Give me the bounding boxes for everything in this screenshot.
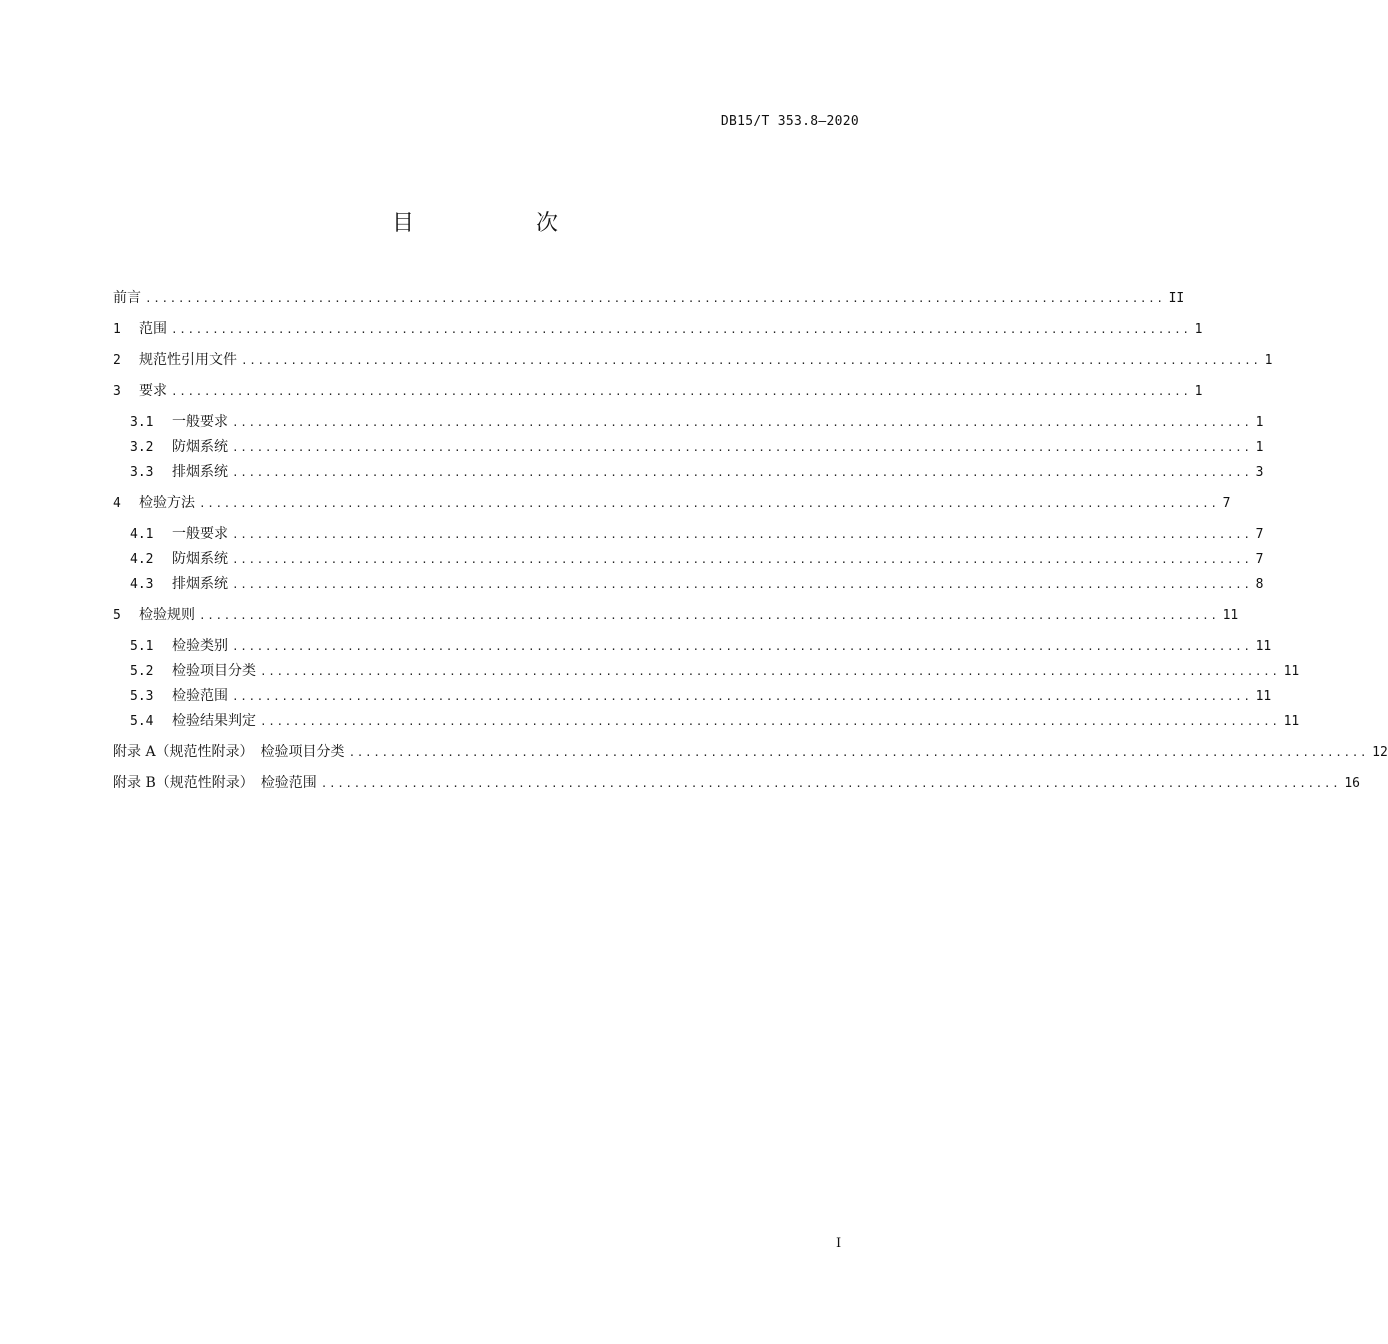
toc-entry-number: 3.3	[130, 465, 154, 480]
toc-dot-leader: ............................................................................................................................	[232, 441, 1252, 454]
toc-entry-label: 排烟系统	[172, 576, 228, 592]
toc-dot-leader: ............................................................................................................................	[199, 609, 1219, 622]
toc-dot-leader: ............................................................................................................................	[171, 323, 1191, 336]
toc-entry-label: 检验结果判定	[172, 713, 256, 729]
toc-entry-page: 1	[1255, 415, 1264, 430]
page-title: 目 次	[391, 211, 608, 236]
toc-dot-leader: ............................................................................................................................	[171, 385, 1191, 398]
toc-entry-page: 1	[1264, 353, 1273, 368]
toc-entry-4-2[interactable]	[130, 549, 1264, 569]
toc-entry-number: 3.2	[130, 440, 154, 455]
toc-dot-leader: ............................................................................................................................	[232, 553, 1252, 566]
toc-entry-page: 7	[1255, 552, 1264, 567]
standard-code: DB15/T 353.8—2020	[720, 114, 859, 129]
toc-entry-3-1[interactable]	[130, 412, 1264, 432]
toc-entry-page: 1	[1255, 440, 1264, 455]
toc-entry-number: 5.3	[130, 689, 154, 704]
toc-entry-page: 11	[1283, 714, 1300, 729]
toc-entry-label: 检验类别	[172, 638, 228, 654]
toc-entry-label: 前言	[113, 290, 141, 306]
toc-entry-label: 附录 A（规范性附录） 检验项目分类	[113, 744, 345, 760]
toc-entry-page: 7	[1255, 527, 1264, 542]
toc-entry-4-1[interactable]	[130, 524, 1264, 544]
toc-dot-leader: ............................................................................................................................	[320, 777, 1341, 790]
toc-dot-leader: ............................................................................................................................	[199, 497, 1219, 510]
toc-dot-leader: ............................................................................................................................	[232, 640, 1252, 653]
toc-entry-page: 11	[1255, 639, 1272, 654]
toc-entry-page: 1	[1194, 384, 1203, 399]
toc-dot-leader: ............................................................................................................................	[260, 715, 1280, 728]
toc-entry-number: 3	[113, 384, 121, 399]
toc-entry-page: 1	[1194, 322, 1203, 337]
toc-dot-leader: ............................................................................................................................	[232, 528, 1252, 541]
toc-entry-label: 附录 B（规范性附录） 检验范围	[113, 775, 317, 791]
toc-entry-label: 防烟系统	[172, 439, 228, 455]
toc-entry-foreword[interactable]	[113, 288, 1185, 308]
toc-entry-label: 规范性引用文件	[139, 352, 237, 368]
toc-entry-number: 5.1	[130, 639, 154, 654]
toc-dot-leader: ............................................................................................................................	[260, 665, 1280, 678]
toc-entry-number: 5	[113, 608, 121, 623]
toc-entry-number: 4.3	[130, 577, 154, 592]
toc-entry-label: 一般要求	[172, 414, 228, 430]
toc-entry-number: 2	[113, 353, 121, 368]
toc-entry-page: 12	[1372, 745, 1388, 760]
toc-dot-leader: ............................................................................................................................	[241, 354, 1261, 367]
toc-dot-leader: ............................................................................................................................	[348, 746, 1369, 759]
toc-entry-5-4[interactable]	[130, 711, 1300, 731]
toc-entry-page: 3	[1255, 465, 1264, 480]
toc-entry-label: 检验方法	[139, 495, 195, 511]
toc-entry-number: 4.1	[130, 527, 154, 542]
toc-entry-label: 检验项目分类	[172, 663, 256, 679]
toc-dot-leader: ............................................................................................................................	[145, 292, 1165, 305]
toc-entry-page: 11	[1255, 689, 1272, 704]
toc-entry-1[interactable]	[113, 319, 1203, 339]
toc-entry-5-1[interactable]	[130, 636, 1272, 656]
page-number: I	[836, 1236, 842, 1251]
toc-entry-label: 一般要求	[172, 526, 228, 542]
toc-entry-label: 排烟系统	[172, 464, 228, 480]
toc-dot-leader: ............................................................................................................................	[232, 578, 1252, 591]
toc-entry-page: II	[1168, 291, 1185, 306]
toc-entry-2[interactable]	[113, 350, 1273, 370]
toc-entry-appendix-b[interactable]	[113, 773, 1361, 793]
toc-entry-label: 要求	[139, 383, 167, 399]
toc-entry-number: 1	[113, 322, 121, 337]
toc-entry-appendix-a[interactable]	[113, 742, 1388, 762]
toc-entry-5[interactable]	[113, 605, 1239, 625]
toc-dot-leader: ............................................................................................................................	[232, 690, 1252, 703]
toc-entry-label: 检验规则	[139, 607, 195, 623]
toc-entry-page: 7	[1222, 496, 1231, 511]
toc-entry-4-3[interactable]	[130, 574, 1264, 594]
toc-entry-5-3[interactable]	[130, 686, 1272, 706]
toc-entry-label: 范围	[139, 321, 167, 337]
toc-entry-number: 4.2	[130, 552, 154, 567]
toc-entry-3[interactable]	[113, 381, 1203, 401]
toc-entry-label: 检验范围	[172, 688, 228, 704]
toc-entry-5-2[interactable]	[130, 661, 1300, 681]
toc-entry-3-3[interactable]	[130, 462, 1264, 482]
toc-entry-number: 5.4	[130, 714, 154, 729]
toc-entry-label: 防烟系统	[172, 551, 228, 567]
toc-dot-leader: ............................................................................................................................	[232, 466, 1252, 479]
toc-entry-page: 8	[1255, 577, 1264, 592]
toc-entry-page: 11	[1283, 664, 1300, 679]
toc-entry-3-2[interactable]	[130, 437, 1264, 457]
toc-entry-page: 16	[1344, 776, 1361, 791]
toc-dot-leader: ............................................................................................................................	[232, 416, 1252, 429]
toc-entry-number: 5.2	[130, 664, 154, 679]
toc-entry-page: 11	[1222, 608, 1239, 623]
toc-entry-number: 3.1	[130, 415, 154, 430]
toc-entry-number: 4	[113, 496, 121, 511]
toc-entry-4[interactable]	[113, 493, 1231, 513]
